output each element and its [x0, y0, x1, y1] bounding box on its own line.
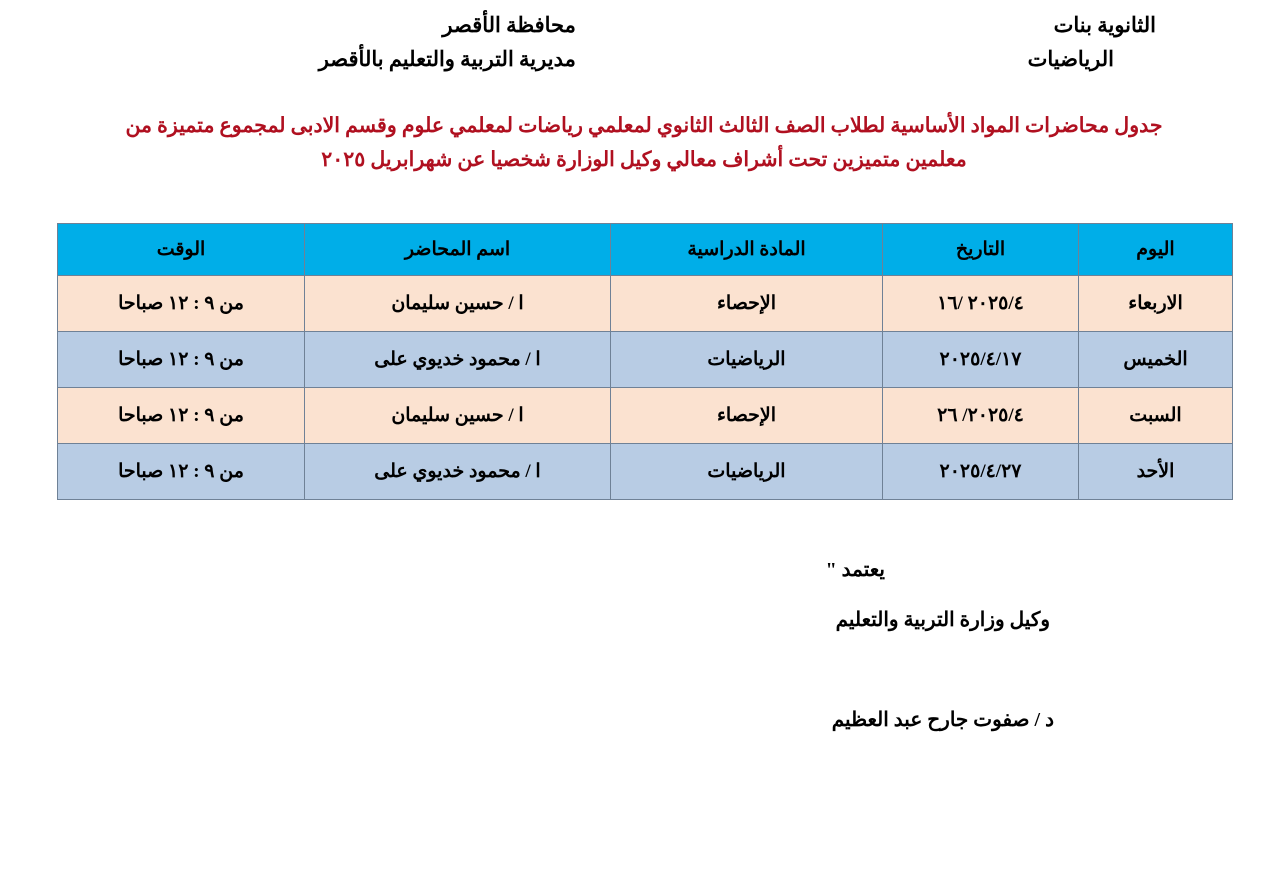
schedule-table — [57, 223, 1233, 500]
approver-name: د / صفوت جارح عبد العظيم — [831, 708, 1054, 731]
cell-day: الاربعاء — [1079, 275, 1233, 331]
column-header-day: اليوم — [1079, 223, 1233, 275]
table-row — [58, 275, 1233, 331]
cell-teacher: ا / حسين سليمان — [305, 387, 611, 443]
header-department-name: الرياضيات — [1027, 47, 1114, 72]
column-header-date: التاريخ — [883, 223, 1079, 275]
document-title — [0, 110, 1280, 177]
cell-teacher: ا / محمود خديوي على — [305, 331, 611, 387]
cell-teacher: ا / حسين سليمان — [305, 275, 611, 331]
cell-day: السبت — [1079, 387, 1233, 443]
table-row — [58, 387, 1233, 443]
schedule-table-container — [0, 223, 1280, 500]
header-school-name: الثانوية بنات — [1053, 13, 1156, 37]
cell-day: الأحد — [1079, 443, 1233, 499]
cell-date: ٢٠٢٥/٤/ ٢٦ — [883, 387, 1079, 443]
header-governorate-column — [44, 8, 580, 76]
cell-day: الخميس — [1079, 331, 1233, 387]
header-governorate: محافظة الأقصر — [442, 13, 576, 37]
header-school-column — [580, 8, 1236, 76]
table-row — [58, 331, 1233, 387]
cell-time: من ٩ : ١٢ صباحا — [58, 331, 305, 387]
column-header-subject: المادة الدراسية — [611, 223, 883, 275]
document-title-line-2: معلمين متميزين تحت أشراف معالي وكيل الوزارة شخصيا عن شهرابريل ٢٠٢٥ — [321, 149, 967, 172]
approver-role: وكيل وزارة التربية والتعليم — [835, 608, 1050, 631]
cell-time: من ٩ : ١٢ صباحا — [58, 275, 305, 331]
table-row — [58, 443, 1233, 499]
document-title-line-1: جدول محاضرات المواد الأساسية لطلاب الصف الثالث الثانوي لمعلمي رياضات لمعلمي علوم وقسم الادبى لمجموع متميزة من — [125, 115, 1163, 138]
column-header-teacher: اسم المحاضر — [305, 223, 611, 275]
cell-subject: الإحصاء — [611, 275, 883, 331]
approval-label: يعتمد " — [825, 558, 885, 581]
document-header — [0, 0, 1280, 76]
signature-block — [0, 558, 1280, 732]
table-header-row — [58, 223, 1233, 275]
cell-date: ٢٠٢٥/٤ /١٦ — [883, 275, 1079, 331]
cell-subject: الرياضيات — [611, 443, 883, 499]
cell-date: ٢٠٢٥/٤/١٧ — [883, 331, 1079, 387]
cell-date: ٢٠٢٥/٤/٢٧ — [883, 443, 1079, 499]
cell-teacher: ا / محمود خديوي على — [305, 443, 611, 499]
cell-subject: الرياضيات — [611, 331, 883, 387]
schedule-table-body — [58, 275, 1233, 499]
cell-time: من ٩ : ١٢ صباحا — [58, 443, 305, 499]
schedule-table-head — [58, 223, 1233, 275]
column-header-time: الوقت — [58, 223, 305, 275]
cell-subject: الإحصاء — [611, 387, 883, 443]
cell-time: من ٩ : ١٢ صباحا — [58, 387, 305, 443]
header-directorate: مديرية التربية والتعليم بالأقصر — [318, 47, 576, 72]
